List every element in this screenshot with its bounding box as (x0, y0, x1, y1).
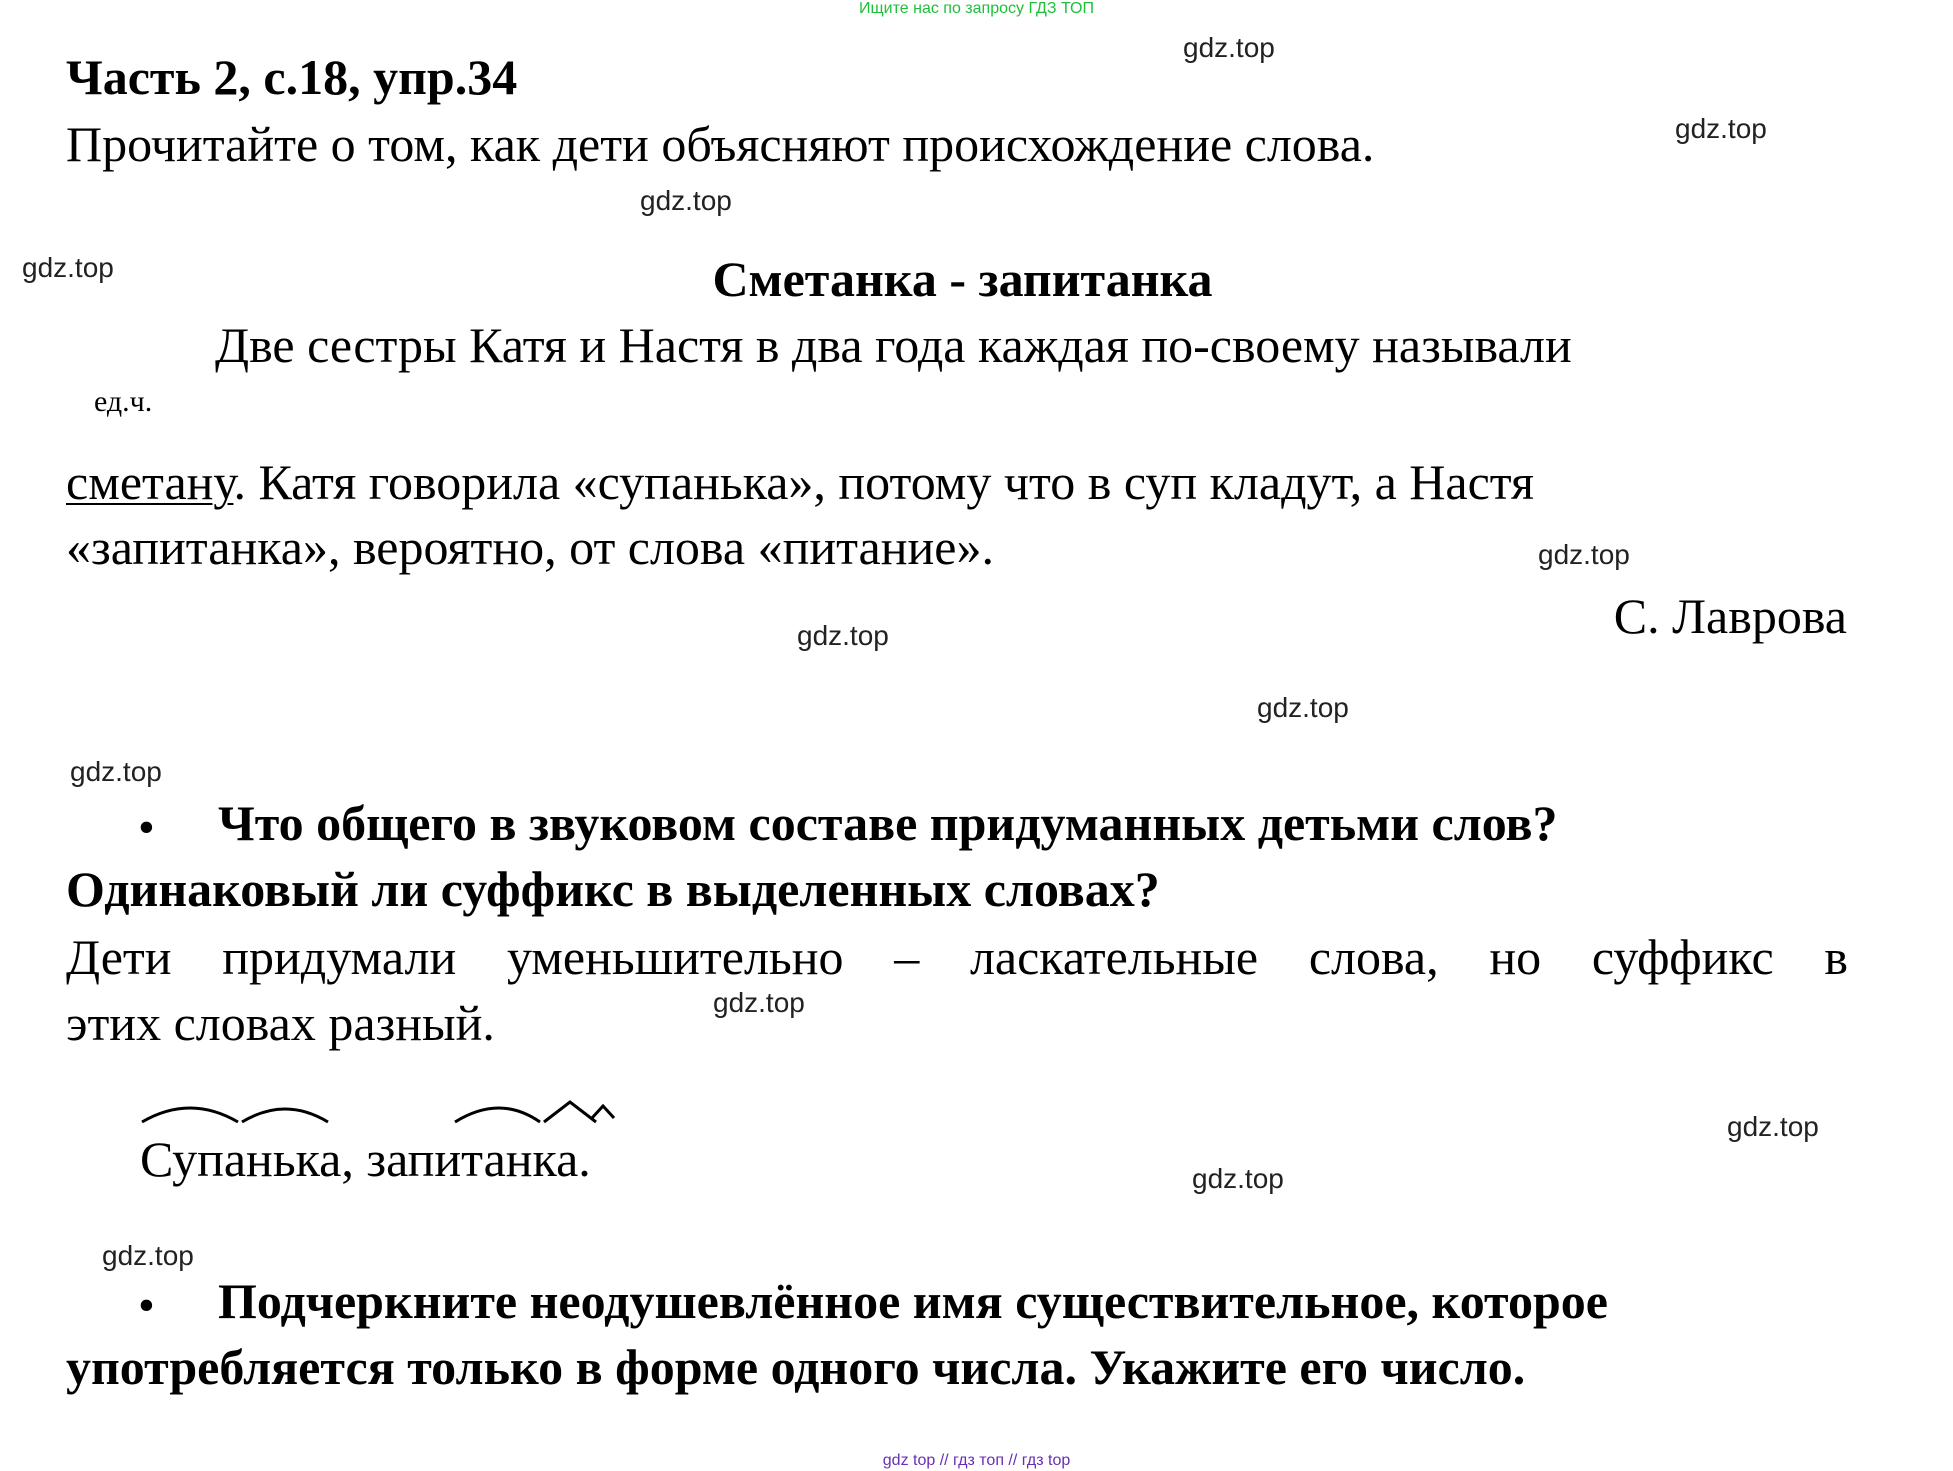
watermark: gdz.top (797, 620, 889, 651)
task-1-line-2: Одинаковый ли суффикс в выделенных словах? (66, 861, 1160, 917)
bullet: • (138, 1279, 155, 1332)
footer-link[interactable]: gdz top // гдз топ // гдз top (882, 1452, 1071, 1469)
answer-line-1: Дети придумали уменьшительно – ласкательные слова, но суффикс в (66, 929, 1848, 985)
task-1-line-1: Что общего в звуковом составе придуманных детьми слов? (218, 795, 1558, 851)
number-annotation: ед.ч. (94, 385, 153, 418)
morpheme-example: Супанька, запитанка. (140, 1131, 591, 1187)
story-line-3: «запитанка», вероятно, от слова «питание». (66, 519, 994, 575)
watermark: gdz.top (22, 252, 114, 283)
root-arc-2 (455, 1108, 540, 1122)
top-banner[interactable]: Ищите нас по запросу ГДЗ ТОП (859, 0, 1094, 17)
watermark: gdz.top (102, 1240, 194, 1271)
story-author: С. Лаврова (1613, 588, 1847, 644)
task-2-line-1: Подчеркните неодушевлённое имя существительное, которое (218, 1273, 1608, 1329)
story-line-2 (66, 453, 1534, 511)
watermark: gdz.top (1675, 113, 1767, 144)
watermark: gdz.top (1727, 1111, 1819, 1142)
underlined-noun: сметану (66, 454, 234, 510)
watermark: gdz.top (713, 987, 805, 1018)
suffix-arc-1 (242, 1109, 328, 1122)
watermark: gdz.top (70, 756, 162, 787)
task-2-line-2: употребляется только в форме одного числа. Укажите его число. (66, 1339, 1526, 1395)
page-title: Часть 2, с.18, упр.34 (66, 49, 518, 105)
answer-line-2: этих словах разный. (66, 995, 495, 1051)
watermark: gdz.top (1192, 1163, 1284, 1194)
root-arc-1 (142, 1108, 238, 1122)
story-line-2-rest: . Катя говорила «супанька», потому что в суп кладут, а Настя (233, 454, 1534, 510)
watermark: gdz.top (1183, 32, 1275, 63)
watermark: gdz.top (1538, 539, 1630, 570)
watermark: gdz.top (1257, 692, 1349, 723)
story-title: Сметанка - запитанка (712, 251, 1213, 307)
bullet: • (138, 801, 155, 854)
watermark: gdz.top (640, 185, 732, 216)
story-line-1: Две сестры Катя и Настя в два года каждая по-своему называли (215, 317, 1572, 373)
suffix-arc-2 (544, 1102, 596, 1122)
instruction: Прочитайте о том, как дети объясняют происхождение слова. (66, 116, 1375, 172)
suffix-arc-3 (592, 1106, 614, 1118)
